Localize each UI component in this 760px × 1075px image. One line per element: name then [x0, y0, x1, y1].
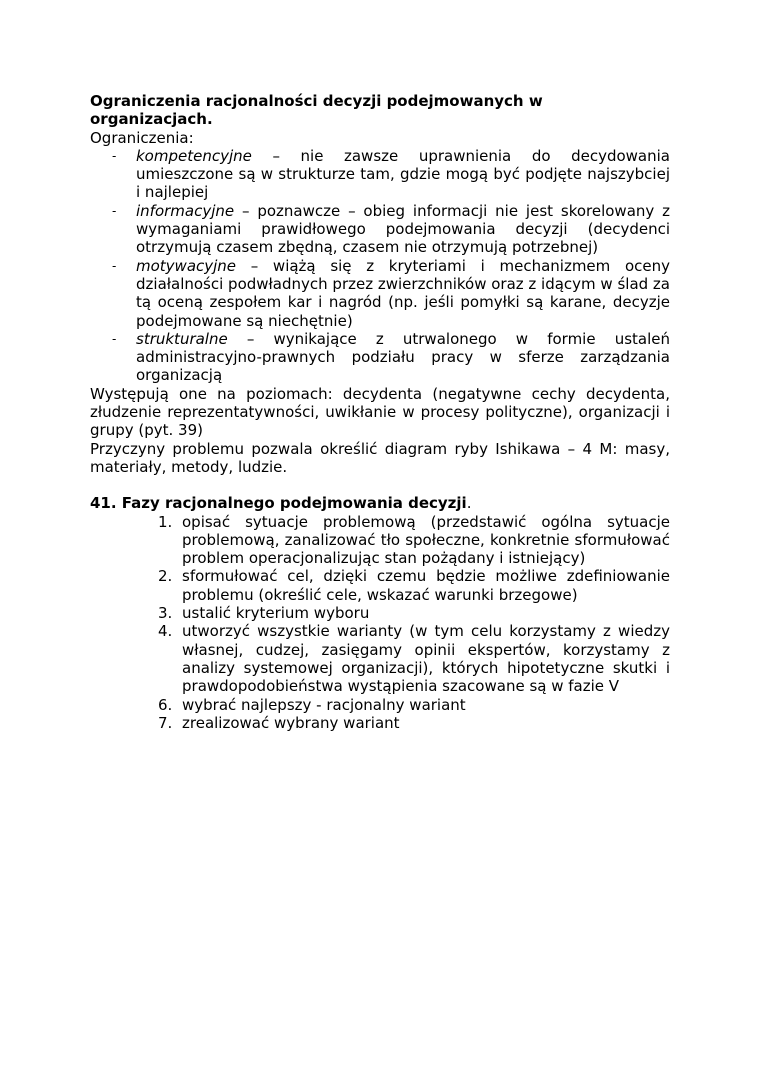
item-text: – wiążą się z kryteriami i mechanizmem oceny działalności podwładnych przez zwierzchników oraz z idącym w ślad za tą oceną zespołem kar i nagród (np. jeśli pomyłki są karane, decyzje podejmowane są niechętnie) [136, 256, 671, 330]
list-item [90, 567, 670, 604]
item-term: informacyjne [136, 201, 235, 220]
item-text: – nie zawsze uprawnienia do decydowania umieszczone są w strukturze tam, gdzie mogą być podjęte najszybciej i najlepiej [136, 146, 670, 202]
section2-title [90, 494, 670, 512]
phases-list [90, 513, 670, 733]
step-number: 2. [158, 567, 173, 586]
item-term: kompetencyjne [136, 146, 252, 165]
item-text: – poznawcze – obieg informacji nie jest skorelowany z wymaganiami prawidłowego podejmowania decyzji (decydenci otrzymują czasem zbędną, czasem nie otrzymują potrzebnej) [136, 201, 670, 257]
step-text: utworzyć wszystkie warianty (w tym celu korzystamy z wiedzy własnej, cudzej, zasięgamy opinii ekspertów, korzystamy z analizy systemowej organizacji), których hipotetyczne skutki i prawdopodobieństwa wystąpienia szacowane są w fazie V [182, 622, 670, 696]
section1-title: Ograniczenia racjonalności decyzji podejmowanych w organizacjach. [90, 92, 543, 129]
step-number: 4. [158, 622, 173, 641]
list-item [90, 202, 670, 257]
step-text: zrealizować wybrany wariant [182, 713, 400, 732]
dash-bullet: - [112, 148, 117, 163]
step-text: opisać sytuacje problemową (przedstawić ogólna sytuacje problemową, zanalizować tło społeczne, konkretnie sformułować problem operacjonalizując stan pożądany i istniejący) [182, 512, 670, 568]
list-item [90, 257, 670, 330]
dash-bullet: - [112, 258, 117, 273]
item-text: – wynikające z utrwalonego w formie ustaleń administracyjno-prawnych podziału pracy w sferze zarządzania organizacją [136, 329, 670, 385]
list-item [90, 147, 670, 202]
section2-title-suffix: . [466, 494, 472, 513]
section1-intro: Ograniczenia: [90, 128, 194, 147]
step-text: wybrać najlepszy - racjonalny wariant [182, 695, 466, 714]
document-page [90, 92, 670, 732]
list-item [90, 330, 670, 385]
step-number: 1. [158, 512, 173, 531]
item-term: strukturalne [136, 329, 228, 348]
ishikawa-paragraph: Przyczyny problemu pozwala określić diagram ryby Ishikawa – 4 M: masy, materiały, metody, ludzie. [90, 439, 670, 476]
list-item [90, 696, 670, 714]
levels-paragraph: Występują one na poziomach: decydenta (negatywne cechy decydenta, złudzenie reprezentatywności, uwikłanie w procesy polityczne), organizacji i grupy (pyt. 39) [90, 384, 670, 440]
blank-line [90, 476, 670, 494]
step-text: sformułować cel, dzięki czemu będzie możliwe zdefiniowanie problemu (określić cele, wskazać warunki brzegowe) [182, 567, 670, 604]
dash-bullet: - [112, 331, 117, 346]
list-item [90, 513, 670, 568]
dash-bullet: - [112, 203, 117, 218]
step-number: 7. [158, 713, 173, 732]
section2-title-text: 41. Fazy racjonalnego podejmowania decyzji [90, 494, 467, 513]
item-term: motywacyjne [136, 256, 237, 275]
step-text: ustalić kryterium wyboru [182, 604, 370, 623]
list-item [90, 622, 670, 695]
step-number: 3. [158, 604, 173, 623]
list-item [90, 604, 670, 622]
list-item [90, 714, 670, 732]
limitations-list [90, 147, 670, 385]
step-number: 6. [158, 695, 173, 714]
